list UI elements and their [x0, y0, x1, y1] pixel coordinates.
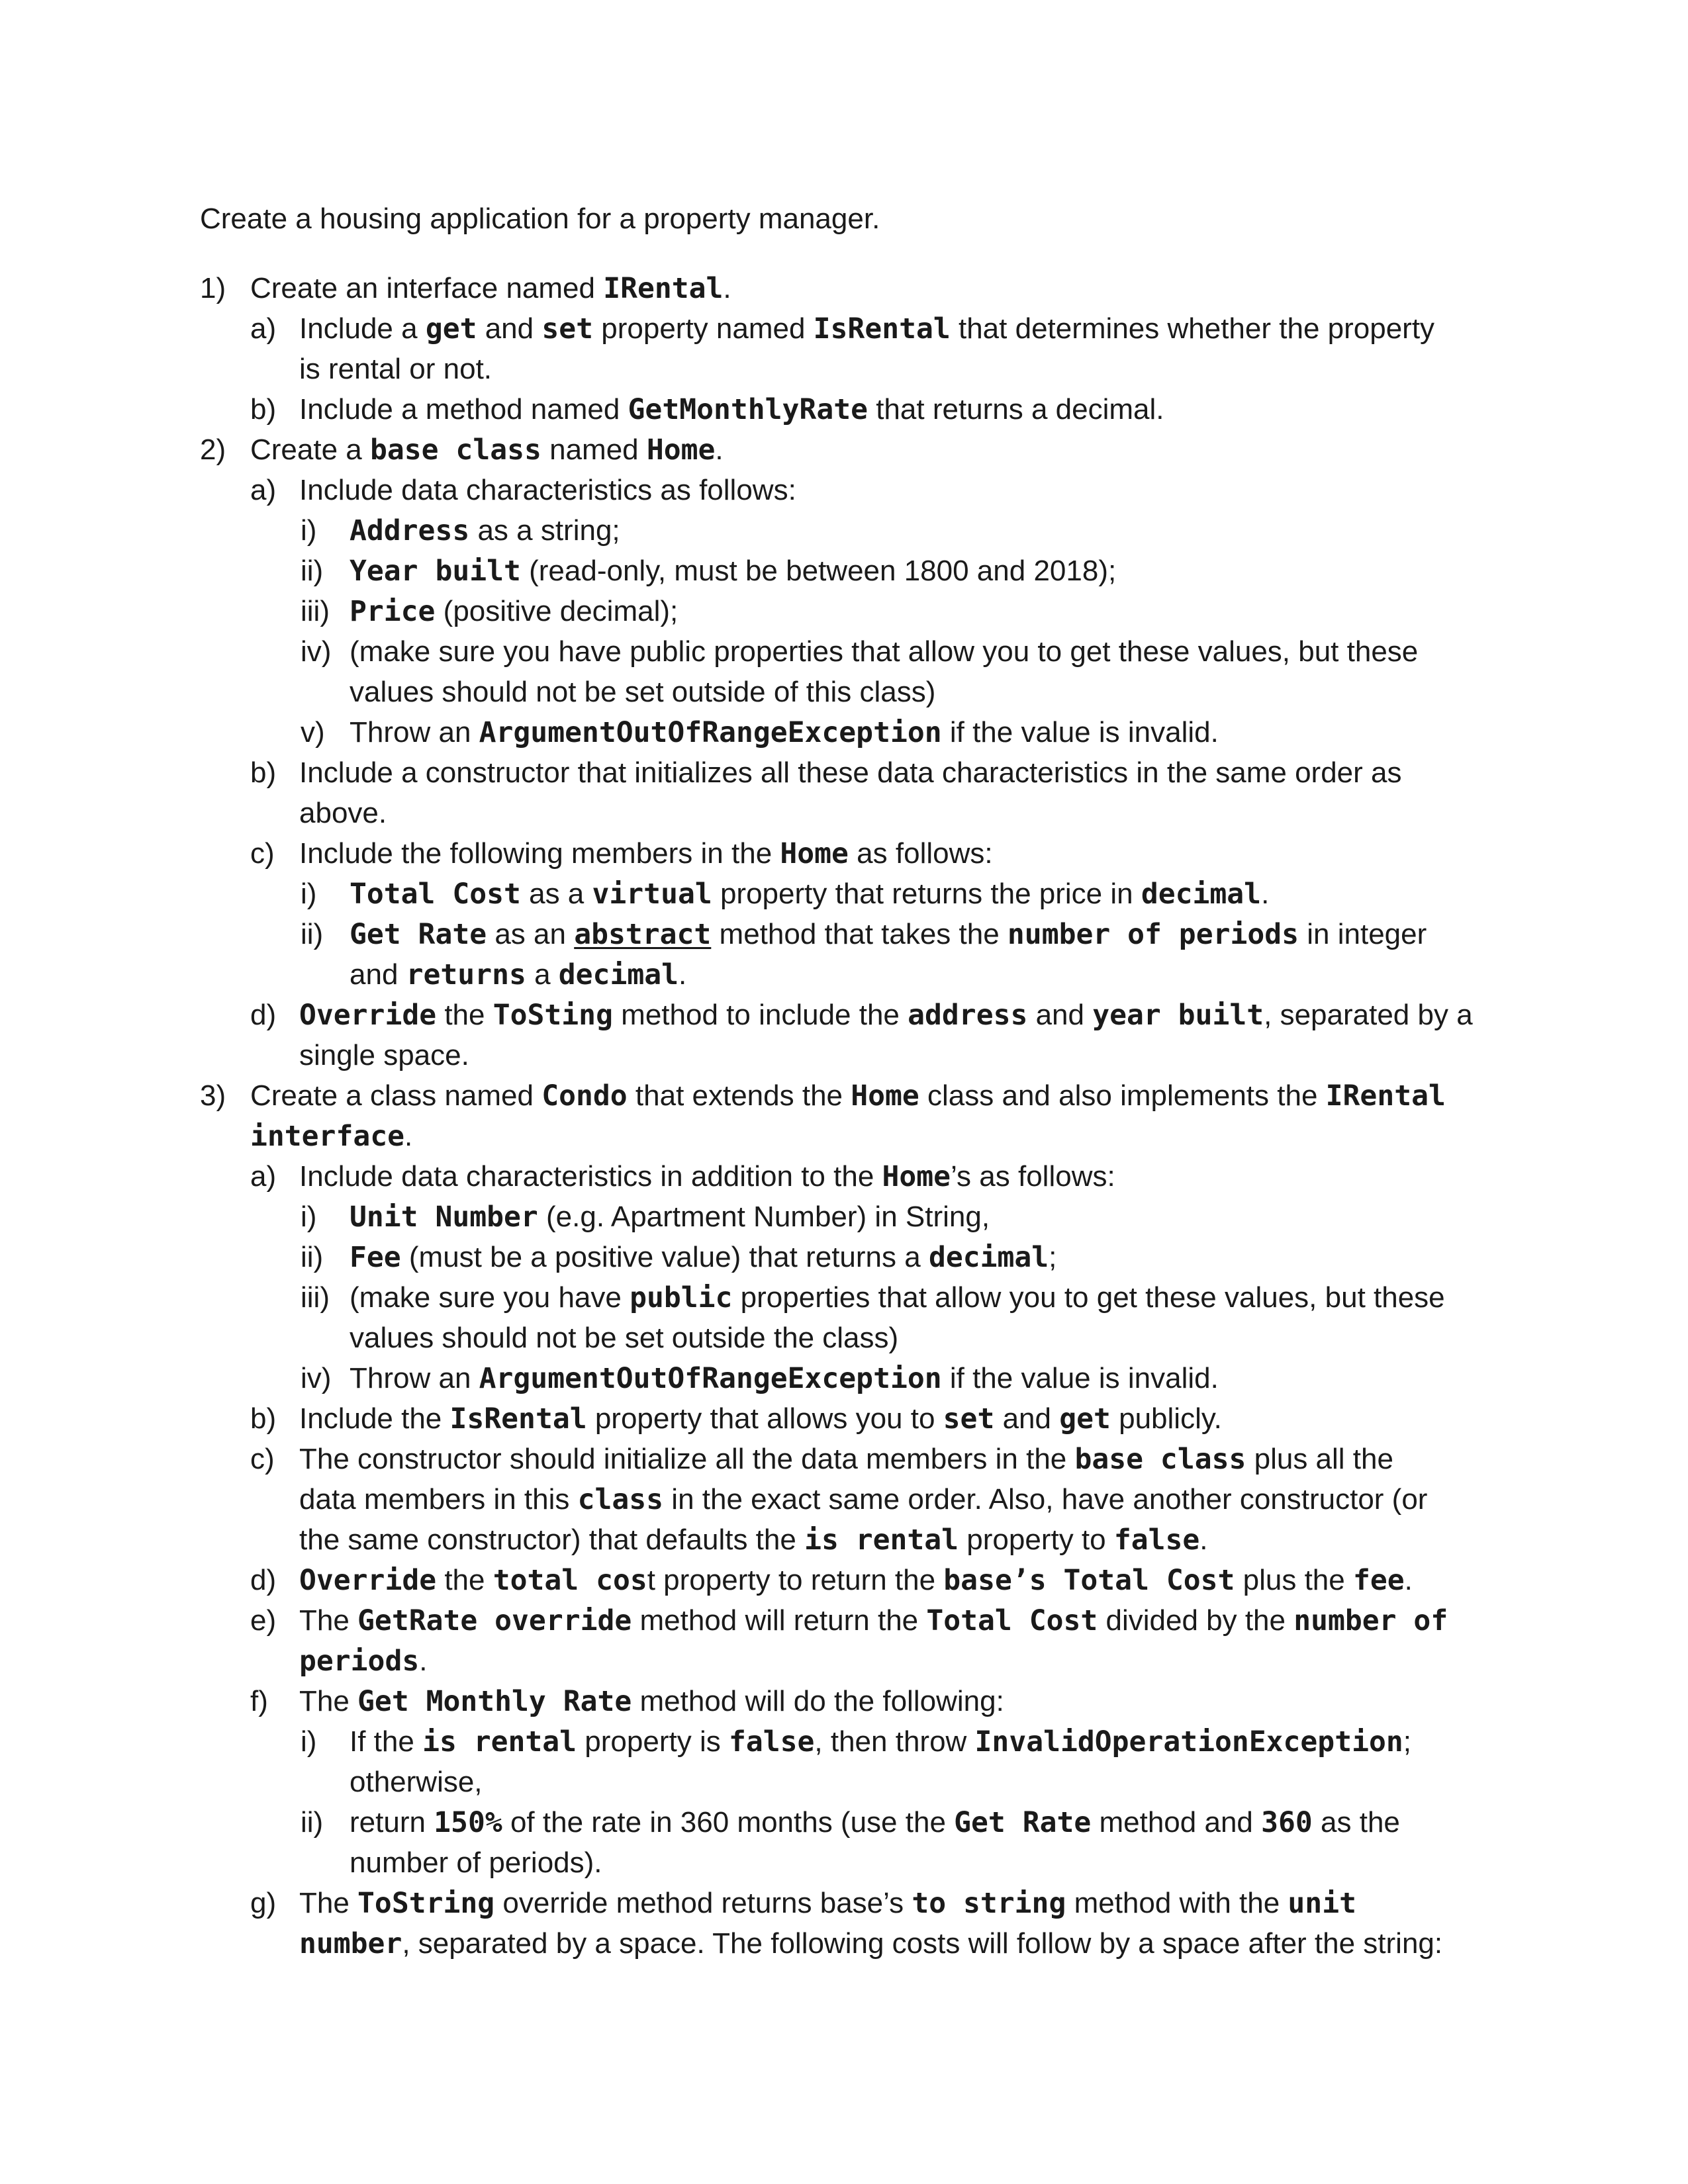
- text-run: in integer: [1299, 918, 1427, 950]
- list-item-line: [250, 268, 731, 309]
- code-term: base class: [369, 433, 541, 467]
- code-term: decimal: [928, 1241, 1049, 1274]
- list-marker: ii): [301, 555, 324, 587]
- list-marker: ii): [301, 1806, 324, 1839]
- text-run: Create a housing application for a property manager.: [200, 203, 880, 235]
- list-item-line: [299, 1520, 1208, 1561]
- text-run: and: [994, 1402, 1060, 1435]
- text-run: (make sure you have public properties that allow you to get these values, but these: [350, 635, 1419, 668]
- list-marker: a): [250, 1160, 277, 1193]
- text-run: (read-only, must be between 1800 and 2018);: [520, 555, 1117, 587]
- text-run: t property to return the: [647, 1564, 944, 1596]
- list-item-line: [250, 1116, 412, 1157]
- list-marker: f): [250, 1685, 268, 1717]
- list-marker: 3): [200, 1079, 226, 1112]
- text-run: .: [419, 1645, 428, 1677]
- list-marker: i): [301, 514, 317, 547]
- text-run: that returns a decimal.: [867, 393, 1164, 426]
- list-item-line: [350, 1237, 1056, 1278]
- text-run: values should not be set outside of this class): [350, 676, 936, 708]
- code-term: InvalidOperationException: [974, 1725, 1403, 1758]
- text-run: is rental or not.: [299, 353, 492, 385]
- list-item-line: [299, 1035, 469, 1075]
- list-item-line: [350, 1762, 483, 1802]
- list-item-line: [299, 1600, 1448, 1641]
- list-marker: iii): [301, 595, 330, 627]
- list-item-line: [350, 1277, 1445, 1318]
- list-item-line: [350, 510, 620, 551]
- code-term: Get Rate: [350, 918, 487, 951]
- text-run: Include data characteristics in addition to the: [299, 1160, 882, 1193]
- text-run: as a string;: [469, 514, 620, 547]
- list-item-line: [350, 1843, 602, 1883]
- code-term: base’s Total Cost: [943, 1564, 1235, 1597]
- text-run: publicly.: [1110, 1402, 1222, 1435]
- text-run: , separated by a: [1264, 999, 1473, 1031]
- code-term: virtual: [592, 878, 712, 911]
- code-term: set: [541, 312, 594, 345]
- code-term: Total Cost: [926, 1604, 1098, 1637]
- list-item-line: [350, 591, 678, 632]
- list-item-line: [299, 833, 993, 874]
- text-run: method will do the following:: [632, 1685, 1004, 1717]
- text-run: .: [1404, 1564, 1413, 1596]
- text-run: as follows:: [848, 837, 993, 870]
- text-run: single space.: [299, 1039, 469, 1071]
- list-item-line: [299, 793, 387, 833]
- list-item-line: [350, 1318, 898, 1358]
- text-run: as a: [520, 878, 592, 910]
- text-run: .: [1261, 878, 1270, 910]
- code-term: is rental: [422, 1725, 577, 1758]
- code-term: Price: [350, 595, 436, 628]
- text-run: property named: [593, 312, 814, 345]
- code-term: Home: [646, 433, 716, 467]
- text-run: , then throw: [814, 1725, 975, 1758]
- list-item-line: [299, 1479, 1427, 1520]
- text-run: (positive decimal);: [435, 595, 679, 627]
- text-run: if the value is invalid.: [941, 1362, 1219, 1394]
- text-run: and: [350, 958, 406, 991]
- text-run: override method returns base’s: [494, 1887, 912, 1919]
- code-term: interface: [250, 1120, 404, 1153]
- text-run: method to include the: [612, 999, 908, 1031]
- text-run: in the exact same order. Also, have another constructor (or: [663, 1483, 1428, 1516]
- code-term: ToSting: [492, 999, 613, 1032]
- text-run: property that returns the price in: [712, 878, 1141, 910]
- list-item-line: [299, 1156, 1115, 1197]
- document-title: [200, 199, 880, 239]
- list-item-line: [299, 389, 1164, 430]
- list-item-line: [299, 1883, 1356, 1924]
- code-term: IRental: [1325, 1079, 1446, 1113]
- list-item-line: [350, 672, 935, 712]
- text-run: as the: [1312, 1806, 1400, 1839]
- list-item-line: [299, 308, 1434, 349]
- text-run: .: [723, 272, 731, 304]
- list-item-line: [299, 1923, 1442, 1964]
- list-item-line: [299, 1439, 1393, 1480]
- list-item-line: [299, 1641, 427, 1682]
- text-run: plus the: [1235, 1564, 1353, 1596]
- list-item-line: [250, 430, 724, 471]
- code-term: number of periods: [1007, 918, 1299, 951]
- code-term: set: [943, 1402, 995, 1435]
- text-run: .: [679, 958, 687, 991]
- code-term: ArgumentOutOfRangeException: [479, 1362, 942, 1395]
- text-run: method with the: [1066, 1887, 1288, 1919]
- list-item-line: [299, 1560, 1413, 1601]
- text-run: that determines whether the property: [950, 312, 1435, 345]
- text-run: ;: [1403, 1725, 1411, 1758]
- list-marker: iv): [301, 1362, 332, 1394]
- text-run: data members in this: [299, 1483, 578, 1516]
- code-term: ArgumentOutOfRangeException: [479, 716, 942, 749]
- list-marker: i): [301, 878, 317, 910]
- text-run: property is: [577, 1725, 729, 1758]
- list-item-line: [350, 874, 1269, 915]
- text-run: the: [436, 999, 493, 1031]
- code-term: is rental: [804, 1524, 959, 1557]
- text-run: , separated by a space. The following costs will follow by a space after the string:: [402, 1927, 1443, 1960]
- code-term: Condo: [541, 1079, 628, 1113]
- code-term: fee: [1352, 1564, 1405, 1597]
- code-term: Get Monthly Rate: [357, 1685, 632, 1718]
- list-item-line: [350, 551, 1116, 592]
- text-run: of the rate in 360 months (use the: [502, 1806, 955, 1839]
- code-term: abstract: [574, 918, 712, 951]
- text-run: method that takes the: [711, 918, 1008, 950]
- list-marker: g): [250, 1887, 277, 1919]
- code-term: Home: [882, 1160, 951, 1193]
- list-marker: iii): [301, 1281, 330, 1314]
- text-run: The constructor should initialize all the data members in the: [299, 1443, 1075, 1475]
- text-run: Throw an: [350, 716, 479, 749]
- code-term: IRental: [603, 272, 724, 305]
- code-term: class: [577, 1483, 664, 1516]
- code-term: number of: [1293, 1604, 1448, 1637]
- text-run: otherwise,: [350, 1766, 483, 1798]
- list-item-line: [299, 752, 1402, 793]
- code-term: year built: [1092, 999, 1264, 1032]
- list-marker: ii): [301, 918, 324, 950]
- text-run: The: [299, 1604, 358, 1637]
- list-marker: c): [250, 837, 275, 870]
- text-run: Include a: [299, 312, 426, 345]
- list-item-line: [299, 995, 1473, 1036]
- text-run: (make sure you have: [350, 1281, 630, 1314]
- list-marker: d): [250, 1564, 277, 1596]
- list-item-line: [350, 954, 686, 995]
- code-term: Unit Number: [350, 1201, 538, 1234]
- code-term: number: [299, 1927, 402, 1960]
- list-marker: b): [250, 1402, 277, 1435]
- code-term: unit: [1288, 1887, 1356, 1920]
- list-marker: e): [250, 1604, 277, 1637]
- list-marker: 2): [200, 433, 226, 466]
- text-run: .: [404, 1120, 413, 1152]
- text-run: property that allows you to: [586, 1402, 943, 1435]
- text-run: Include a constructor that initializes all these data characteristics in the same order as: [299, 756, 1402, 789]
- list-marker: i): [301, 1201, 317, 1233]
- list-marker: c): [250, 1443, 275, 1475]
- code-term: false: [1113, 1524, 1200, 1557]
- code-term: GetRate override: [357, 1604, 632, 1637]
- text-run: method will return the: [632, 1604, 927, 1637]
- text-run: If the: [350, 1725, 423, 1758]
- text-run: Include data characteristics as follows:: [299, 474, 796, 506]
- text-run: properties that allow you to get these values, but these: [732, 1281, 1445, 1314]
- text-run: (must be a positive value) that returns a: [400, 1241, 929, 1273]
- list-item-line: [299, 1681, 1004, 1722]
- text-run: above.: [299, 797, 387, 829]
- text-run: Create a class named: [250, 1079, 542, 1112]
- code-term: Override: [299, 999, 437, 1032]
- list-item-line: [350, 1197, 990, 1238]
- list-item-line: [350, 712, 1219, 753]
- list-marker: i): [301, 1725, 317, 1758]
- text-run: The: [299, 1887, 358, 1919]
- text-run: that extends the: [627, 1079, 851, 1112]
- list-item-line: [350, 1721, 1411, 1762]
- text-run: the same constructor) that defaults the: [299, 1524, 805, 1556]
- list-marker: a): [250, 312, 277, 345]
- code-term: total cos: [492, 1564, 647, 1597]
- code-term: to string: [912, 1887, 1066, 1920]
- list-item-line: [350, 914, 1427, 955]
- code-term: 150%: [434, 1806, 502, 1839]
- code-term: false: [728, 1725, 815, 1758]
- code-term: address: [908, 999, 1028, 1032]
- code-term: Fee: [350, 1241, 401, 1274]
- text-run: divided by the: [1098, 1604, 1294, 1637]
- code-term: Total Cost: [350, 878, 521, 911]
- code-term: base class: [1074, 1443, 1246, 1476]
- list-item-line: [299, 1398, 1222, 1439]
- list-item-line: [299, 470, 796, 510]
- code-term: Get Rate: [954, 1806, 1092, 1839]
- list-marker: 1): [200, 272, 226, 304]
- text-run: method and: [1091, 1806, 1262, 1839]
- code-term: IsRental: [813, 312, 951, 345]
- code-term: public: [630, 1281, 733, 1314]
- code-term: Year built: [350, 555, 521, 588]
- text-run: class and also implements the: [919, 1079, 1326, 1112]
- list-marker: b): [250, 756, 277, 789]
- code-term: periods: [299, 1645, 420, 1678]
- code-term: Home: [780, 837, 849, 870]
- code-term: get: [1059, 1402, 1111, 1435]
- list-marker: v): [301, 716, 325, 749]
- text-run: the: [436, 1564, 493, 1596]
- list-item-line: [299, 349, 492, 389]
- text-run: Create an interface named: [250, 272, 604, 304]
- text-run: return: [350, 1806, 434, 1839]
- list-marker: ii): [301, 1241, 324, 1273]
- list-item-line: [350, 1802, 1400, 1843]
- code-term: GetMonthlyRate: [628, 393, 868, 426]
- text-run: number of periods).: [350, 1846, 602, 1879]
- list-item-line: [350, 631, 1418, 672]
- text-run: plus all the: [1246, 1443, 1393, 1475]
- list-marker: iv): [301, 635, 332, 668]
- code-term: Home: [851, 1079, 919, 1113]
- text-run: named: [541, 433, 647, 466]
- text-run: ;: [1049, 1241, 1057, 1273]
- text-run: a: [526, 958, 559, 991]
- code-term: returns: [406, 958, 526, 991]
- text-run: The: [299, 1685, 358, 1717]
- list-item-line: [350, 1358, 1219, 1399]
- text-run: Create a: [250, 433, 370, 466]
- code-term: ToString: [357, 1887, 495, 1920]
- text-run: .: [715, 433, 724, 466]
- list-marker: d): [250, 999, 277, 1031]
- text-run: values should not be set outside the class): [350, 1322, 899, 1354]
- code-term: 360: [1261, 1806, 1313, 1839]
- text-run: and: [477, 312, 542, 345]
- text-run: Throw an: [350, 1362, 479, 1394]
- code-term: Address: [350, 514, 470, 547]
- code-term: decimal: [1141, 878, 1262, 911]
- text-run: Include the: [299, 1402, 450, 1435]
- list-marker: b): [250, 393, 277, 426]
- code-term: Override: [299, 1564, 437, 1597]
- text-run: Include the following members in the: [299, 837, 780, 870]
- code-term: decimal: [558, 958, 679, 991]
- list-item-line: [250, 1075, 1446, 1116]
- code-term: get: [425, 312, 477, 345]
- text-run: property to: [959, 1524, 1114, 1556]
- text-run: as an: [487, 918, 575, 950]
- list-marker: a): [250, 474, 277, 506]
- text-run: (e.g. Apartment Number) in String,: [538, 1201, 990, 1233]
- text-run: if the value is invalid.: [941, 716, 1219, 749]
- text-run: Include a method named: [299, 393, 628, 426]
- text-run: .: [1199, 1524, 1208, 1556]
- text-run: ’s as follows:: [951, 1160, 1115, 1193]
- text-run: and: [1027, 999, 1093, 1031]
- code-term: IsRental: [449, 1402, 587, 1435]
